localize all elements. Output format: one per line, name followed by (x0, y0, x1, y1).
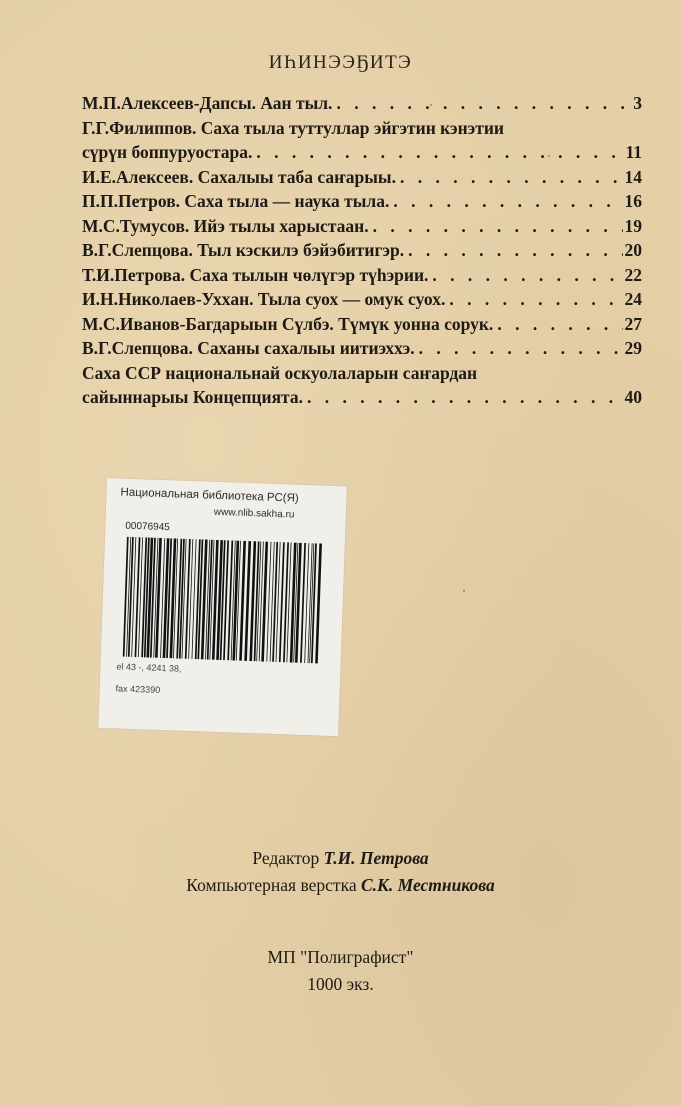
leader-dots (389, 189, 622, 214)
leader-dots (428, 263, 622, 288)
toc-entry-text: М.П.Алексеев-Дапсы. Аан тыл. (82, 93, 333, 113)
toc-entry-text: И.Н.Николаев-Уххан. Тыла суох — омук суох. (82, 289, 446, 309)
barcode-icon (121, 537, 325, 664)
toc-page-number: 11 (625, 142, 642, 162)
toc-entry (82, 263, 642, 288)
toc-entry (82, 165, 642, 190)
paper-speck (548, 155, 550, 157)
toc-entry (82, 214, 642, 239)
toc-entry-first-line: Саха ССР национальнай оскуолаларын саҥардан (82, 362, 478, 383)
leader-dots (332, 91, 631, 116)
toc-page-number: 3 (633, 93, 642, 113)
toc-page-number: 22 (624, 264, 642, 285)
layout-credit (0, 872, 681, 899)
layout-name: С.К. Местникова (360, 875, 495, 895)
toc-entry (82, 361, 642, 410)
toc-entry-text: В.Г.Слепцова. Саханы сахалыы иитиэххэ. (82, 338, 415, 358)
leader-dots (396, 165, 623, 190)
library-fax: fax 423390 (115, 683, 161, 695)
library-name: Национальная библиотека РС(Я) (120, 486, 299, 505)
toc-entry-text: П.П.Петров. Саха тыла — наука тыла. (82, 191, 390, 211)
leader-dots (415, 336, 623, 361)
editor-credit (0, 845, 681, 872)
leader-dots (404, 238, 622, 263)
layout-label: Компьютерная верстка (186, 875, 357, 895)
paper-speck (463, 590, 465, 592)
toc-entry (82, 312, 642, 337)
editor-label: Редактор (252, 848, 320, 868)
toc-entry-text: М.С.Иванов-Багдарыын Сүлбэ. Түмүк уонна сорук. (82, 313, 494, 334)
toc-entry (82, 91, 642, 116)
leader-dots (445, 287, 622, 312)
toc-page-number: 29 (624, 338, 642, 358)
toc-page-number: 14 (624, 166, 642, 187)
library-url: www.nlib.sakha.ru (213, 506, 295, 521)
toc-page-number: 16 (624, 191, 642, 211)
library-phone: el 43 -, 4241 38, (116, 661, 182, 674)
toc-entry (82, 287, 642, 312)
barcode-number: 00076945 (125, 520, 170, 534)
toc-entry-first-line: Г.Г.Филиппов. Саха тыла туттуллар эйгэтин кэнэтии (82, 117, 504, 138)
leader-dots (252, 140, 623, 165)
toc-title: ИҺИНЭЭҔИТЭ (268, 52, 413, 73)
toc-page-number: 24 (624, 289, 642, 309)
toc-entry-text: И.Е.Алексеев. Сахалыы таба саҥарыы. (82, 166, 396, 187)
editor-name: Т.И. Петрова (323, 848, 429, 868)
toc-entry-text: сайыннарыы Концепцията. (82, 387, 303, 407)
paper-speck (430, 104, 432, 106)
leader-dots (303, 385, 623, 410)
toc-entry (82, 238, 642, 263)
table-of-contents (82, 91, 642, 410)
toc-entry-text: сүрүн боппуруостара. (82, 142, 253, 162)
toc-entry (82, 336, 642, 361)
toc-page-number: 19 (624, 215, 642, 236)
toc-entry-text: В.Г.Слепцова. Тыл кэскилэ бэйэбитигэр. (82, 240, 405, 260)
leader-dots (369, 214, 623, 239)
toc-entry (82, 189, 642, 214)
toc-page-number: 20 (624, 240, 642, 260)
toc-entry (82, 116, 642, 165)
publisher-name: МП "Полиграфист" (267, 947, 414, 967)
toc-page-number: 40 (624, 387, 642, 407)
leader-dots (493, 312, 622, 337)
toc-page-number: 27 (624, 313, 642, 334)
toc-entry-text: М.С.Тумусов. Ийэ тылы харыстаан. (82, 215, 369, 236)
toc-entry-text: Т.И.Петрова. Саха тылын чөлүгэр түһэрии. (82, 264, 429, 285)
library-barcode-sticker (98, 478, 347, 736)
print-run: 1000 экз. (307, 974, 374, 994)
